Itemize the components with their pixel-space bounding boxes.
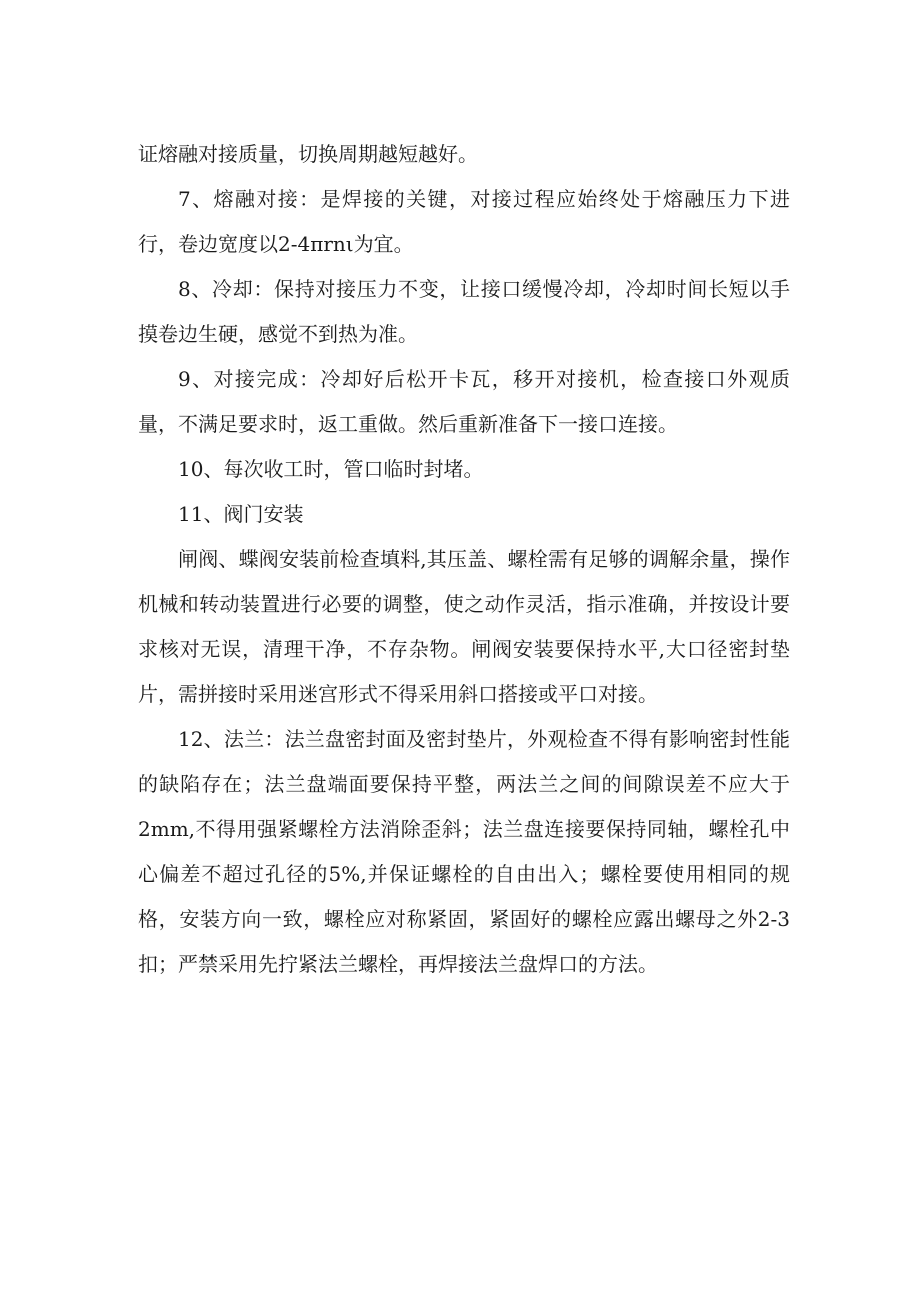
paragraph-step-12-flange: 12、法兰：法兰盘密封面及密封垫片，外观检查不得有影响密封性能的缺陷存在；法兰盘端面要保持平整，两法兰之间的间隙误差不应大于2mm,不得用强紧螺栓方法消除歪斜；法兰盘连接要保持同轴，螺栓孔中心偏差不超过孔径的5%,并保证螺栓的自由出入；螺栓要使用相同的规格，安装方向一致，螺栓应对称紧固，紧固好的螺栓应露出螺母之外2-3扣；严禁采用先拧紧法兰螺栓，再焊接法兰盘焊口的方法。 [138, 727, 790, 976]
paragraph-valve-installation: 闸阀、蝶阀安装前检查填料,其压盖、螺栓需有足够的调解余量，操作机械和转动装置进行必要的调整，使之动作灵活，指示准确，并按设计要求核对无误，清理干净，不存杂物。闸阀安装要保持水平,大口径密封垫片，需拼接时采用迷宫形式不得采用斜口搭接或平口对接。 [138, 547, 790, 706]
document-body [138, 132, 790, 987]
paragraph-step-11-valve-heading: 11、阀门安装 [178, 502, 304, 526]
paragraph-step-8-cooling: 8、冷却：保持对接压力不变，让接口缓慢冷却，冷却时间长短以手摸卷边生硬，感觉不到热为准。 [138, 277, 790, 346]
paragraph-step-9-completion: 9、对接完成：冷却好后松开卡瓦，移开对接机，检查接口外观质量，不满足要求时，返工重做。然后重新准备下一接口连接。 [138, 367, 790, 436]
paragraph-step-10-end-of-day: 10、每次收工时，管口临时封堵。 [178, 457, 484, 481]
paragraph-step-7-fusion-butt: 7、熔融对接：是焊接的关键，对接过程应始终处于熔融压力下进行，卷边宽度以2-4πrnι为宜。 [138, 187, 790, 256]
paragraph-continuation: 证熔融对接质量，切换周期越短越好。 [138, 142, 478, 166]
